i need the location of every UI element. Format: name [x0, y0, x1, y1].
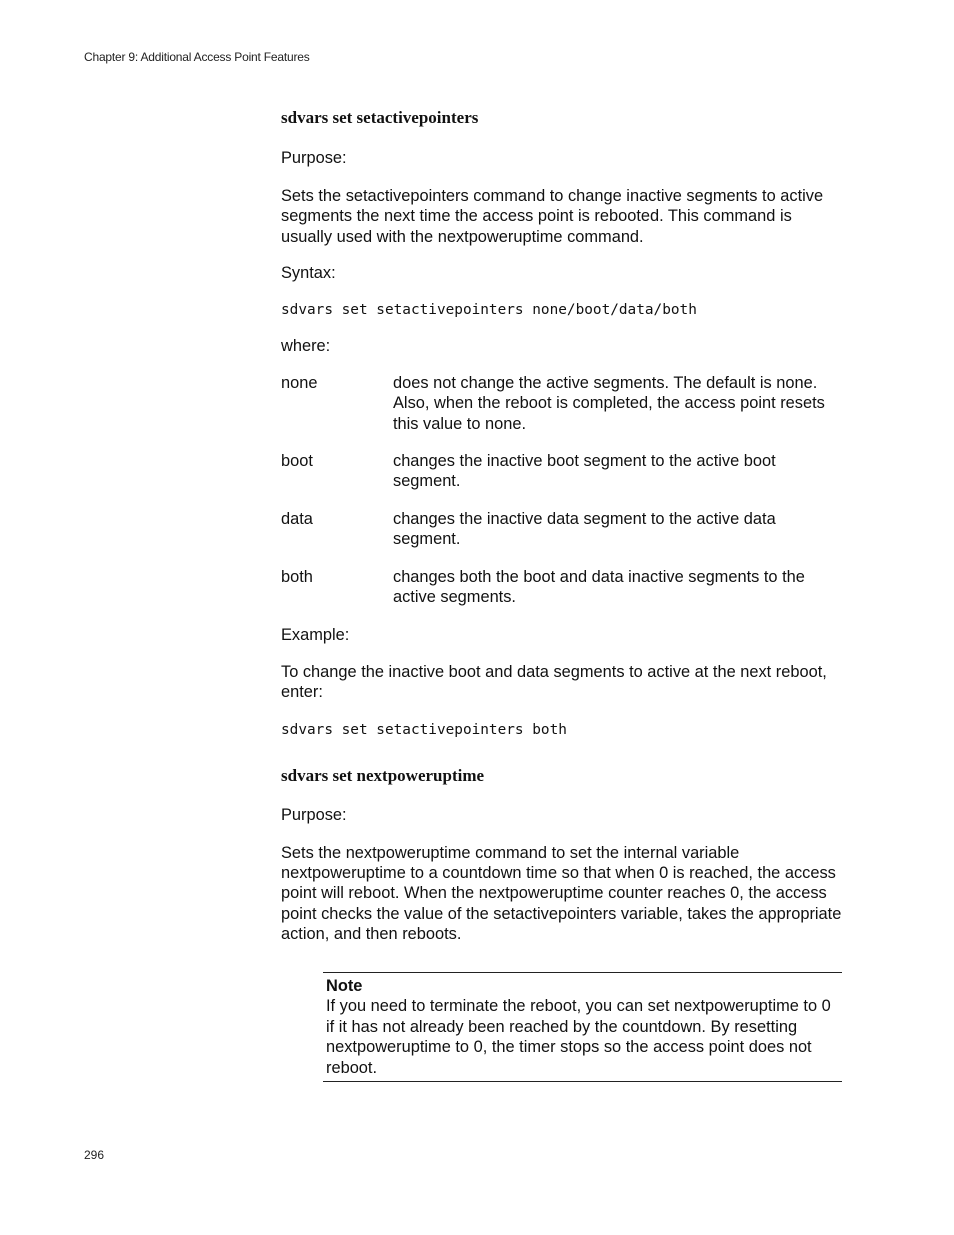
syntax-code: sdvars set setactivepointers none/boot/data/both [281, 302, 697, 319]
purpose-text: Sets the setactivepointers command to change inactive segments to active segments the next time the access point is rebooted. This command is usually used with the nextpoweruptime command. [281, 186, 824, 246]
definition-row [281, 567, 843, 608]
purpose-text: Sets the nextpoweruptime command to set the internal variable nextpoweruptime to a countdown time so that when 0 is reached, the access point will reboot. When the nextpoweruptime counter reaches 0, the access point checks the value of the setactivepointers variable, takes the appropriate action, and then reboots. [281, 843, 842, 944]
syntax-label: Syntax: [281, 264, 336, 283]
definition-term: both [281, 567, 313, 586]
page-content [281, 108, 843, 945]
example-label: Example: [281, 625, 350, 644]
purpose-label: Purpose: [281, 149, 347, 168]
running-header: Chapter 9: Additional Access Point Features [84, 50, 310, 64]
section-heading-nextpoweruptime: sdvars set nextpoweruptime [281, 765, 485, 785]
definition-term: data [281, 509, 313, 528]
definition-desc: changes the inactive data segment to the active data segment. [393, 509, 776, 549]
definition-term: none [281, 373, 318, 392]
definition-desc: changes the inactive boot segment to the active boot segment. [393, 452, 776, 491]
definition-row [281, 509, 843, 550]
where-label: where: [281, 337, 331, 356]
definition-term: boot [281, 452, 313, 471]
definition-desc: does not change the active segments. The default is none. Also, when the reboot is completed, the access point resets this value to none. [393, 373, 825, 433]
note-title: Note [326, 977, 363, 995]
note-text: If you need to terminate the reboot, you can set nextpoweruptime to 0 if it has not already been reached by the countdown. By resetting nextpoweruptime to 0, the timer stops so the access point does not reboot. [326, 997, 831, 1077]
example-code: sdvars set setactivepointers both [281, 721, 567, 738]
page-number: 296 [84, 1148, 105, 1162]
definition-row [281, 373, 843, 434]
section-heading-setactivepointers: sdvars set setactivepointers [281, 108, 479, 127]
example-text: To change the inactive boot and data segments to active at the next reboot, enter: [281, 662, 827, 702]
purpose-label: Purpose: [281, 806, 347, 825]
note-box [323, 972, 842, 1082]
definition-row [281, 451, 843, 492]
definition-desc: changes both the boot and data inactive segments to the active segments. [393, 567, 805, 607]
